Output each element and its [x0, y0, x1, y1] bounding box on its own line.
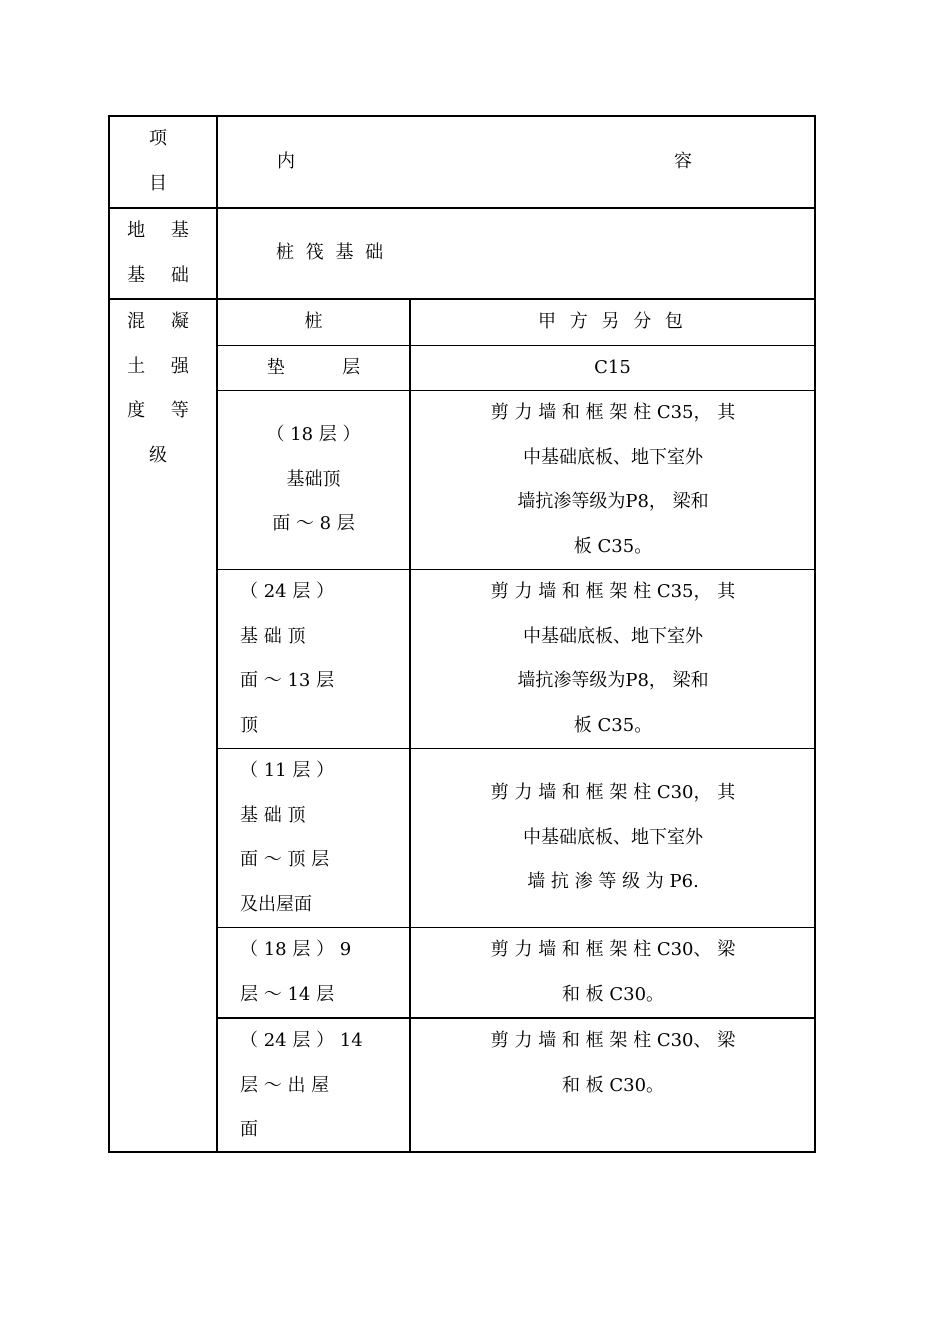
header-content-label-right: 容 [674, 151, 692, 172]
row-pile-spec: 甲 方 另 分 包 [538, 311, 687, 332]
row-18f-upper-spec: 剪 力 墙 和 框 架 柱 C30、 梁 和 板 C30。 [490, 939, 736, 1005]
row-11f-spec: 剪 力 墙 和 框 架 柱 C30， 其 中基础底板、地下室外 墙 抗 渗 等 级 为 P6. [490, 782, 736, 893]
foundation-value: 桩 筏 基 础 [276, 242, 387, 263]
row-24f-upper-spec: 剪 力 墙 和 框 架 柱 C30、 梁 和 板 C30。 [490, 1030, 736, 1096]
concrete-strength-table [108, 115, 816, 1153]
header-content-label-left: 内 [277, 151, 295, 172]
row-11f-part: （ 11 层 ） 基 础 顶 面 ～ 顶 层 及出屋面 [240, 760, 335, 916]
column-divider-part [409, 298, 411, 1153]
header-item-label: 项 目 [149, 128, 177, 194]
concrete-strength-label: 混 凝 土 强 度 等 级 [127, 311, 199, 467]
row-cushion-spec: C15 [594, 357, 631, 378]
table-border-bottom [108, 1151, 816, 1153]
foundation-label: 地 基 基 础 [127, 220, 199, 286]
column-divider-item [216, 115, 218, 1153]
row-18f-lower-spec: 剪 力 墙 和 框 架 柱 C35， 其 中基础底板、地下室外 墙抗渗等级为P8， 梁和 板 C35。 [490, 402, 736, 558]
row-cushion-part: 垫 层 [266, 357, 361, 378]
row-pile-part: 桩 [304, 311, 323, 332]
row-18f-upper-part: （ 18 层 ） 9 层 ～ 14 层 [240, 939, 352, 1005]
row-24f-lower-part: （ 24 层 ） 基 础 顶 面 ～ 13 层 顶 [240, 581, 335, 737]
row-24f-lower-spec: 剪 力 墙 和 框 架 柱 C35， 其 中基础底板、地下室外 墙抗渗等级为P8， 梁和 板 C35。 [490, 581, 736, 737]
table-border-right [814, 115, 816, 1153]
row-24f-upper-part: （ 24 层 ） 14 层 ～ 出 屋 面 [240, 1030, 363, 1141]
row-18f-lower-part: （ 18 层 ） 基础顶 面 ～ 8 层 [266, 424, 361, 535]
